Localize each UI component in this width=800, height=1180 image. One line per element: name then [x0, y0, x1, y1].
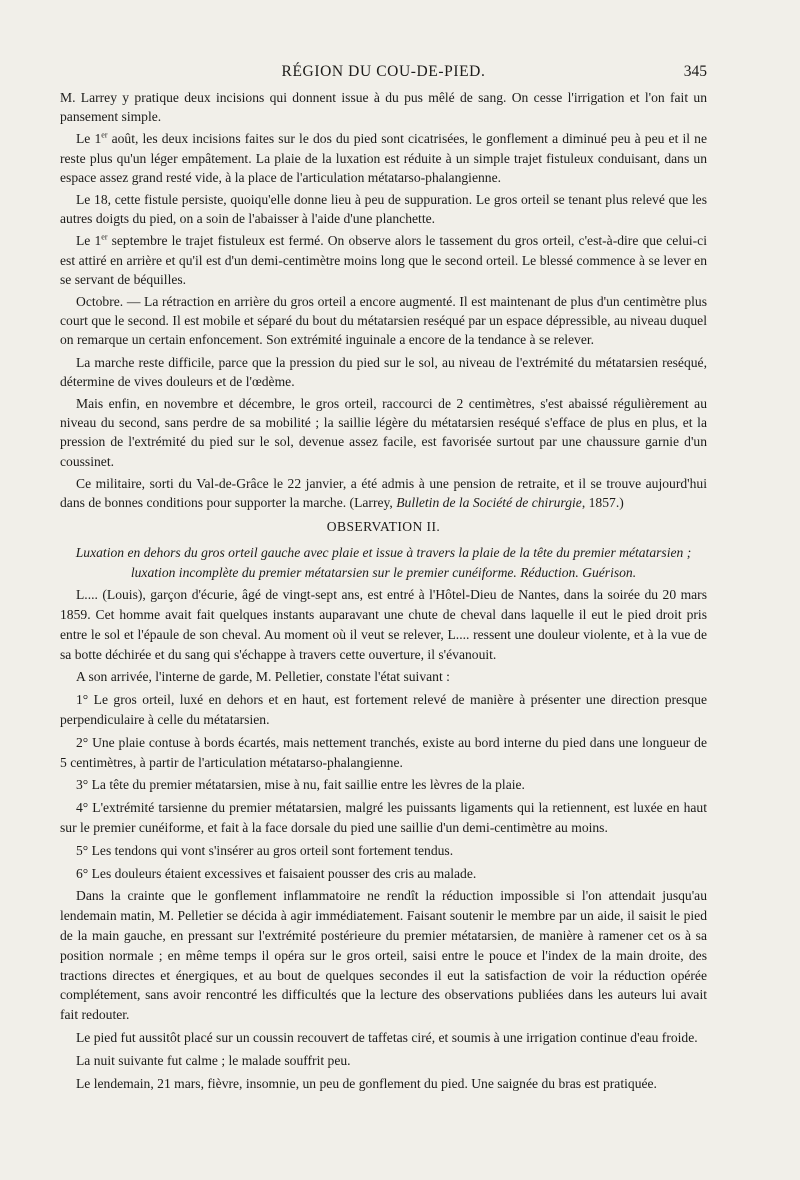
- paragraph: La marche reste difficile, parce que la pression du pied sur le sol, au niveau de l'extrémité du métatarsien reséqué, détermine de vives douleurs et de l'œdème.: [60, 354, 707, 389]
- paragraph: 3° La tête du premier métatarsien, mise à nu, fait saillie entre les lèvres de la plaie.: [76, 777, 525, 793]
- body-text: [60, 88, 707, 1093]
- journal-title: Bulletin de la Société de chirurgie: [396, 495, 582, 511]
- superscript: er: [101, 130, 108, 140]
- page-header: [60, 63, 707, 83]
- paragraph: Le lendemain, 21 mars, fièvre, insomnie, un peu de gonflement du pied. Une saignée du bras est pratiquée.: [76, 1075, 657, 1091]
- running-title: RÉGION DU COU-DE-PIED.: [281, 63, 486, 80]
- paragraph-text: Le 1: [76, 131, 102, 147]
- paragraph-text: Ce militaire, sorti du Val-de-Grâce le 22 janvier, a été admis à une pension de retraite, et il se trouve aujourd'hui dans de bonnes conditions pour supporter la marche. (Larrey,: [60, 475, 707, 511]
- paragraph: 4° L'extrémité tarsienne du premier métatarsien, malgré les puissants ligaments qui la retiennent, est luxée en haut sur le premier cunéiforme, et fait à la face dorsale du pied une saillie d'un demi-centimètre au moins.: [60, 800, 707, 836]
- paragraph: Le pied fut aussitôt placé sur un coussin recouvert de taffetas ciré, et soumis à une irrigation continue d'eau froide.: [76, 1030, 698, 1045]
- observation-title: OBSERVATION II.: [326, 519, 441, 535]
- paragraph: Mais enfin, en novembre et décembre, le gros orteil, raccourci de 2 centimètres, s'est abaissé régulièrement au niveau du second, sans perdre de sa mobilité ; la saillie légère du métatarsien reséqué s'efface de plus en plus, et la pression de l'extrémité du pied sur le sol, devenue assez facile, est favorisée surtout par une chaussure garnie d'un coussinet.: [60, 396, 707, 469]
- paragraph: 2° Une plaie contuse à bords écartés, mais nettement tranchés, existe au bord interne du pied dans une longueur de 5 centimètres, à partir de l'articulation métatarso-phalangienne.: [60, 734, 707, 770]
- page-number: 345: [683, 63, 707, 80]
- paragraph: L.... (Louis), garçon d'écurie, âgé de vingt-sept ans, est entré à l'Hôtel-Dieu de Nantes, dans la soirée du 20 mars 1859. Cet homme avait fait quelques instants auparavant une chute de cheval dans laquelle il eut le pied droit pris entre le sol et l'épaule de son cheval. Au moment où il veut se relever, L.... ressent une douleur violente, et à la vue de sa botte déchirée et du sang qui s'échappe à travers cette ouverture, il s'évanouit.: [60, 587, 707, 662]
- paragraph: A son arrivée, l'interne de garde, M. Pelletier, constate l'état suivant :: [76, 669, 450, 685]
- subtitle-line: luxation incomplète du premier métatarsien sur le premier cunéiforme. Réduction. Guérison.: [130, 564, 637, 580]
- paragraph: Dans la crainte que le gonflement inflammatoire ne rendît la réduction impossible si l'on attendait jusqu'au lendemain matin, M. Pelletier se décida à agir immédiatement. Faisant soutenir le membre par un aide, il saisit le pied de la main gauche, en pressant sur l'extrémité postérieure du premier métatarsien, de manière à ramener cet os à sa position normale ; en même temps il opéra sur le gros orteil, saisi entre le pouce et l'index de la main droite, des tractions directes et énergiques, et au bout de quelques secondes il eut la satisfaction de voir la réduction opérée complétement, sans avoir rencontré les difficultés que la lecture des observations publiées dans les auteurs lui avait fait redouter.: [60, 888, 707, 1023]
- observation-subtitle: [60, 543, 707, 582]
- paragraph: 5° Les tendons qui vont s'insérer au gros orteil sont fortement tendus.: [76, 842, 454, 858]
- subtitle-line: Luxation en dehors du gros orteil gauche avec plaie et issue à travers la plaie de la tête du premier métatarsien ;: [75, 545, 692, 561]
- paragraph: [60, 474, 707, 512]
- superscript: er: [101, 232, 108, 242]
- paragraph-text: septembre le trajet fistuleux est fermé. On observe alors le tassement du gros orteil, c'est-à-dire que celui-ci est attiré en arrière et qu'il est d'un demi-centimètre moins long que le second orteil. Le blessé commence à se lever en se servant de béquilles.: [60, 233, 707, 287]
- paragraph: Le 18, cette fistule persiste, quoiqu'elle donne lieu à peu de suppuration. Le gros orteil se tenant plus relevé que les autres doigts du pied, on a soin de l'abaisser à l'aide d'une planchette.: [60, 192, 707, 227]
- paragraph: 6° Les douleurs étaient excessives et faisaient pousser des cris au malade.: [76, 865, 477, 881]
- paragraph: Octobre. — La rétraction en arrière du gros orteil a encore augmenté. Il est maintenant de plus d'un centimètre plus court que le second. Il est mobile et séparé du bout du métatarsien reséqué par un espace dépressible, au niveau duquel on remarque un certain enfoncement. Son extrémité inguinale a encore de la tendance à se relever.: [60, 294, 707, 348]
- paragraph: [60, 231, 707, 289]
- paragraph: 1° Le gros orteil, luxé en dehors et en haut, est fortement relevé de manière à présenter une direction presque perpendiculaire à celle du métatarsien.: [60, 692, 707, 728]
- paragraph: M. Larrey y pratique deux incisions qui donnent issue à du pus mêlé de sang. On cesse l'irrigation et l'on fait un pansement simple.: [60, 90, 707, 125]
- paragraph-text: août, les deux incisions faites sur le dos du pied sont cicatrisées, le gonflement a diminué peu à peu et il ne reste plus qu'un léger empâtement. La plaie de la luxation est réduite à un simple trajet fistuleux conduisant, dans un espace assez grand resté vide, à la place de l'articulation métatarso-phalangienne.: [60, 131, 707, 185]
- paragraph-text: , 1857.): [581, 495, 624, 511]
- paragraph: La nuit suivante fut calme ; le malade souffrit peu.: [76, 1052, 351, 1068]
- paragraph-text: Le 1: [76, 233, 102, 249]
- paragraph: [60, 129, 707, 187]
